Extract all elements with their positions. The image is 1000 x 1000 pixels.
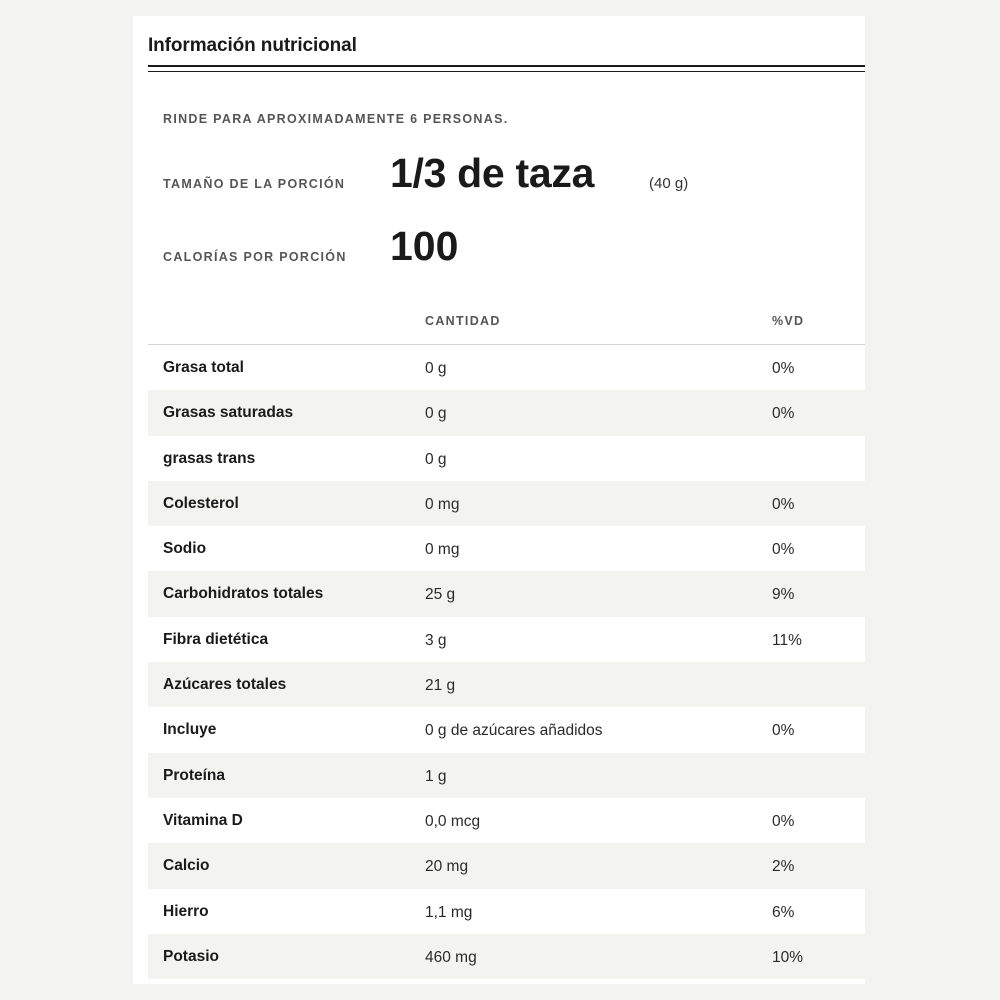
page-title: Información nutricional [148,35,357,56]
nutrient-name: Azúcares totales [163,676,287,694]
table-header [148,312,865,345]
nutrient-dv: 0% [772,541,795,559]
title-divider-thin [148,71,865,72]
table-row [148,798,865,843]
nutrient-amount: 0 g de azúcares añadidos [425,722,603,740]
nutrient-amount: 1,1 mg [425,903,473,921]
nutrient-name: Grasas saturadas [163,404,294,422]
nutrient-dv: 0% [772,722,795,740]
nutrient-table [148,345,865,979]
nutrient-amount: 0 g [425,360,447,377]
nutrient-name: Carbohidratos totales [163,585,324,603]
yield-text: RINDE PARA APROXIMADAMENTE 6 PERSONAS. [163,112,509,126]
nutrition-card [133,16,865,984]
nutrient-dv: 0% [772,405,795,423]
table-row [148,753,865,798]
nutrient-name: Colesterol [163,494,239,512]
nutrient-dv: 0% [772,812,795,830]
nutrient-amount: 0,0 mcg [425,812,481,830]
serving-size-grams: (40 g) [649,175,689,192]
serving-size-label: TAMAÑO DE LA PORCIÓN [163,177,346,191]
table-row [148,843,865,888]
nutrient-name: Potasio [163,947,219,965]
nutrient-amount: 21 g [425,677,456,695]
nutrient-amount: 460 mg [425,948,477,966]
nutrient-dv: 10% [772,948,804,966]
nutrient-name: Proteína [163,766,226,784]
nutrient-name: Incluye [163,721,217,739]
table-row [148,345,865,390]
table-row [148,390,865,435]
nutrient-amount: 0 g [425,450,447,468]
table-row [148,526,865,571]
table-row [148,662,865,707]
table-row [148,436,865,481]
nutrient-amount: 0 mg [425,495,460,513]
nutrient-amount: 0 g [425,405,447,423]
serving-size-value: 1/3 de taza [390,150,595,196]
table-row [148,617,865,662]
table-row [148,934,865,979]
nutrient-name: Sodio [163,540,207,558]
title-divider-thick [148,65,865,67]
nutrient-amount: 0 mg [425,541,460,559]
nutrient-dv: 0% [772,360,795,377]
nutrient-name: Grasa total [163,359,244,376]
header-amount: CANTIDAD [425,314,501,328]
table-row [148,707,865,752]
nutrient-name: Vitamina D [163,811,243,829]
nutrient-amount: 3 g [425,631,447,649]
nutrient-dv: 2% [772,858,795,876]
table-row [148,889,865,934]
header-dv: %VD [772,314,805,328]
nutrient-name: Calcio [163,857,210,875]
nutrient-dv: 0% [772,495,795,513]
nutrient-amount: 1 g [425,767,447,785]
nutrient-dv: 9% [772,586,795,604]
table-row [148,571,865,616]
calories-label: CALORÍAS POR PORCIÓN [163,250,347,264]
nutrient-name: Hierro [163,902,209,920]
nutrient-amount: 20 mg [425,858,469,876]
nutrient-name: Fibra dietética [163,630,269,648]
table-row [148,481,865,526]
calories-value: 100 [390,223,459,269]
nutrient-amount: 25 g [425,586,456,604]
nutrient-dv: 6% [772,903,795,921]
nutrient-name: grasas trans [163,449,256,467]
nutrient-dv: 11% [772,631,802,649]
